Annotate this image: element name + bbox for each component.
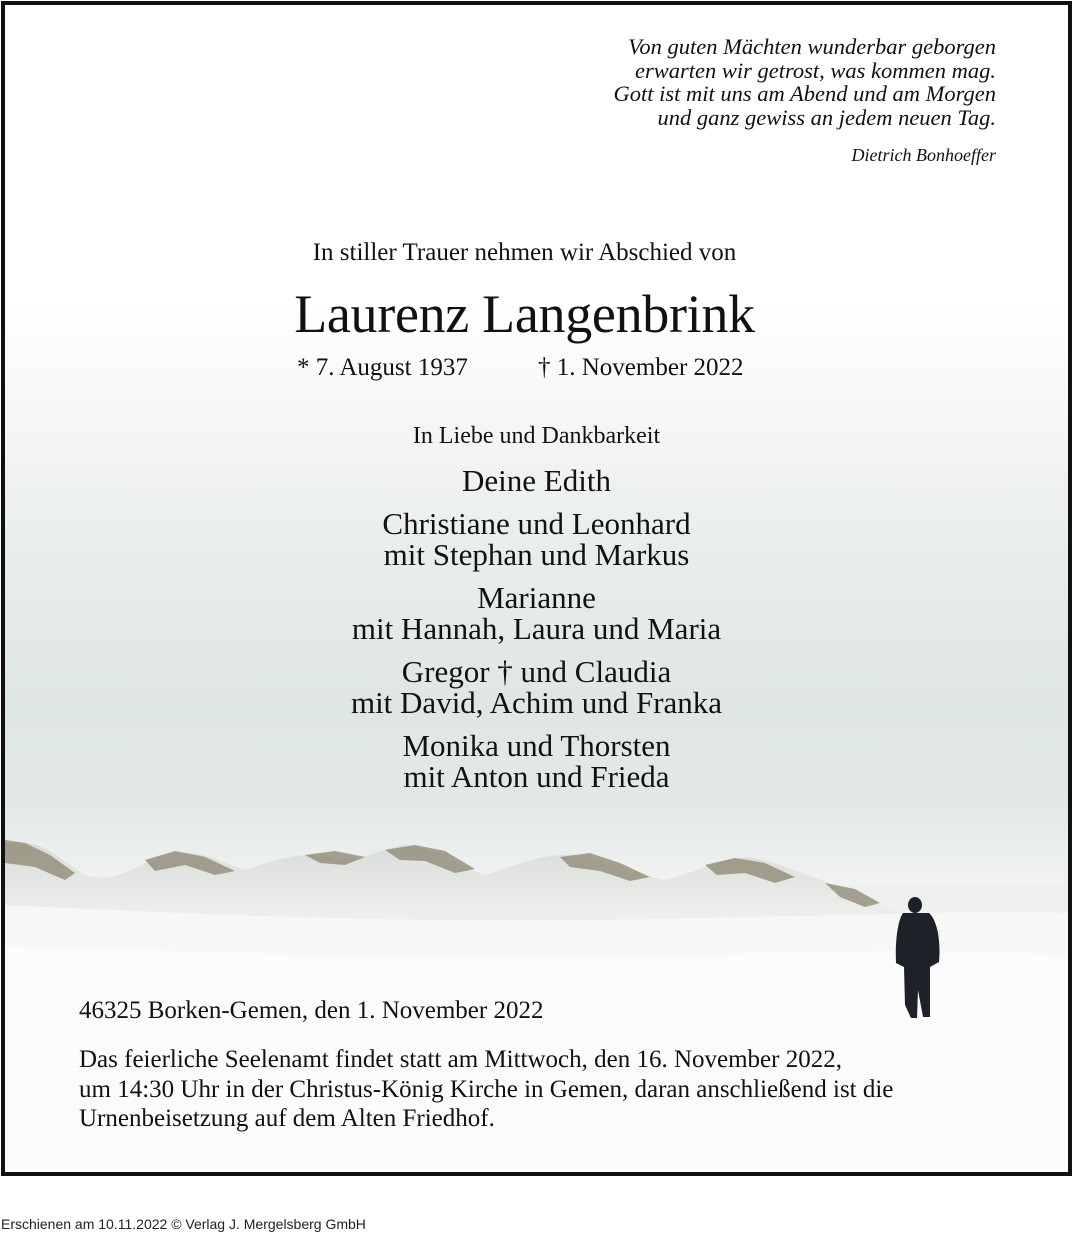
family-line: mit Anton und Frieda: [403, 759, 670, 794]
family-group: [5, 465, 1068, 497]
family-line: mit Hannah, Laura und Maria: [351, 611, 722, 646]
ceremony-line: Das feierliche Seelenamt findet statt am Mittwoch, den 16. November 2022,: [79, 1046, 842, 1073]
family-line: Deine Edith: [462, 463, 611, 498]
family-line: mit Stephan und Markus: [383, 537, 690, 572]
place-date: 46325 Borken-Gemen, den 1. November 2022: [79, 997, 544, 1024]
death-date: † 1. November 2022: [538, 354, 744, 381]
gratitude-text: In Liebe und Dankbarkeit: [412, 423, 661, 449]
family-group: [5, 727, 1068, 794]
quote-line: erwarten wir getrost, was kommen mag.: [634, 57, 996, 83]
family-list: [5, 465, 1068, 804]
family-group: [5, 653, 1068, 720]
obituary-notice: [1, 1, 1072, 1176]
family-line: Christiane und Leonhard: [382, 505, 691, 541]
quote-line: Gott ist mit uns am Abend und am Morgen: [613, 81, 996, 106]
family-line: Gregor † und Claudia: [401, 653, 672, 689]
publication-footer: Erschienen am 10.11.2022 © Verlag J. Mergelsberg GmbH: [1, 1216, 366, 1232]
family-line: Marianne: [477, 579, 596, 615]
ceremony-line: um 14:30 Uhr in der Christus-König Kirche in Gemen, daran anschließend ist die: [79, 1075, 894, 1103]
ceremony-line: Urnenbeisetzung auf dem Alten Friedhof.: [79, 1105, 495, 1132]
deceased-name: Laurenz Langenbrink: [294, 284, 755, 344]
family-group: [5, 579, 1068, 646]
quote: [614, 35, 997, 129]
intro-text: In stiller Trauer nehmen wir Abschied von: [312, 239, 737, 266]
family-line: Monika und Thorsten: [402, 727, 671, 763]
quote-line: Von guten Mächten wunderbar geborgen: [628, 34, 996, 59]
quote-line: und ganz gewiss an jedem neuen Tag.: [657, 104, 996, 130]
ceremony-info: [79, 1045, 893, 1134]
family-group: [5, 505, 1068, 572]
quote-author: Dietrich Bonhoeffer: [851, 145, 996, 165]
family-line: mit David, Achim und Franka: [350, 685, 723, 720]
birth-date: * 7. August 1937: [297, 354, 468, 381]
